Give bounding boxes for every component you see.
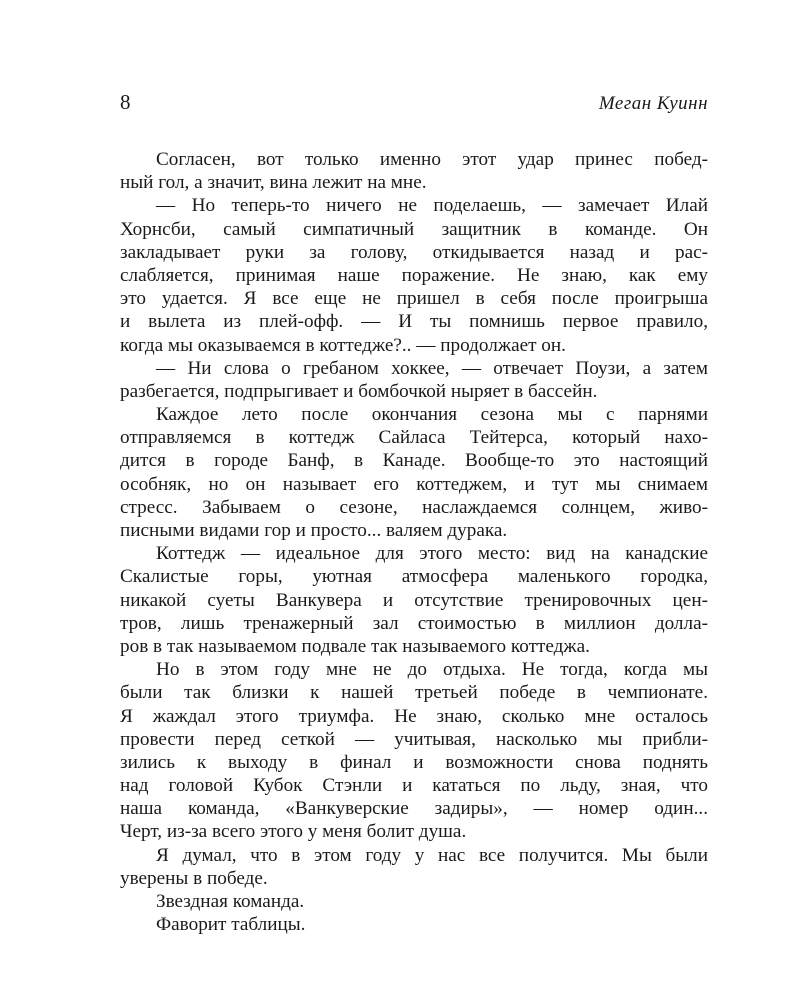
text-line: тров, лишь тренажерный зал стоимостью в миллион долла- <box>120 612 708 634</box>
text-line: писными видами гор и просто... валяем дурака. <box>120 520 508 541</box>
text-line: были так близки к нашей третьей победе в чемпионате. <box>120 682 708 704</box>
text-line: наша команда, «Ванкуверские задиры», — номер один... <box>120 798 708 820</box>
text-line: дится в городе Банф, в Канаде. Вообще-то это настоящий <box>120 450 708 472</box>
text-line: стресс. Забываем о сезоне, наслаждаемся солнцем, живо- <box>120 496 708 518</box>
text-line: уверены в победе. <box>120 867 268 889</box>
text-line: Я жаждал этого триумфа. Не знаю, сколько мне осталось <box>120 705 708 727</box>
body-text <box>120 148 708 936</box>
text-line: зились к выходу в финал и возможности снова поднять <box>120 751 708 773</box>
running-title-author: Меган Куинн <box>598 93 708 114</box>
text-line: провести перед сеткой — учитывая, насколько мы прибли- <box>120 728 708 750</box>
text-line: Фаворит таблицы. <box>156 914 306 936</box>
text-line: закладывает руки за голову, откидывается назад и рас- <box>120 241 708 263</box>
text-line: разбегается, подпрыгивает и бомбочкой ныряет в бассейн. <box>120 380 598 402</box>
text-line: Хорнсби, самый симпатичный защитник в команде. Он <box>120 218 708 240</box>
text-line: Каждое лето после окончания сезона мы с парнями <box>156 404 708 426</box>
text-line: над головой Кубок Стэнли и кататься по льду, зная, что <box>120 775 708 797</box>
text-line: Скалистые горы, уютная атмосфера маленького городка, <box>120 566 708 588</box>
text-line: Но в этом году мне не до отдыха. Не тогда, когда мы <box>156 659 708 681</box>
text-line: отправляемся в коттедж Сайласа Тейтерса, который нахо- <box>120 427 708 449</box>
text-line: слабляется, принимая наше поражение. Не знаю, как ему <box>120 264 708 286</box>
text-line: и вылета из плей-офф. — И ты помнишь первое правило, <box>120 311 708 333</box>
page-number: 8 <box>120 90 131 114</box>
text-line: никакой суеты Ванкувера и отсутствие тренировочных цен- <box>120 589 708 611</box>
text-line: ный гол, а значит, вина лежит на мне. <box>120 172 427 194</box>
text-line: это удается. Я все еще не пришел в себя после проигрыша <box>120 288 708 310</box>
running-header <box>120 90 708 118</box>
text-line: Коттедж — идеальное для этого место: вид на канадские <box>156 543 708 565</box>
text-line: Черт, из-за всего этого у меня болит душа. <box>120 821 467 843</box>
text-line: когда мы оказываемся в коттедже?.. — продолжает он. <box>120 334 566 356</box>
text-line: ров в так называемом подвале так называемого коттеджа. <box>120 635 590 657</box>
text-line: особняк, но он называет его коттеджем, и тут мы снимаем <box>120 473 708 495</box>
text-line: Согласен, вот только именно этот удар принес побед- <box>156 149 708 170</box>
text-line: — Ни слова о гребаном хоккее, — отвечает Поузи, а затем <box>156 357 708 379</box>
text-line: Звездная команда. <box>156 891 305 912</box>
text-line: Я думал, что в этом году у нас все получится. Мы были <box>156 844 708 866</box>
text-line: — Но теперь-то ничего не поделаешь, — замечает Илай <box>156 195 708 217</box>
